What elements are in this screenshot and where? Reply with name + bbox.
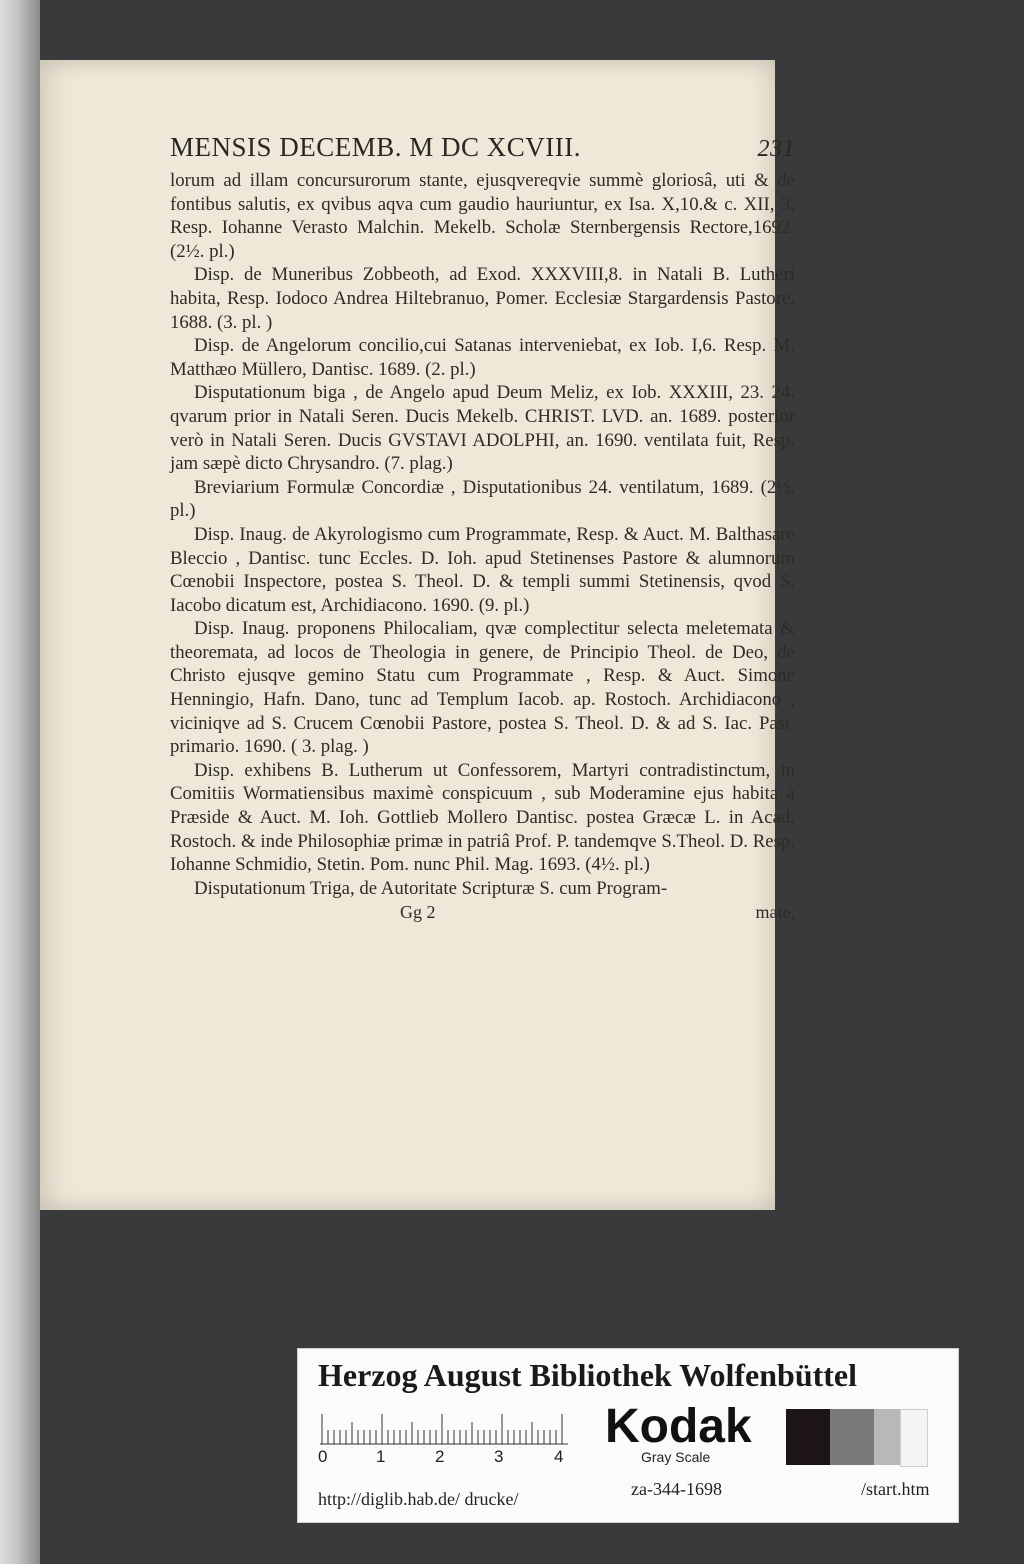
shelfmark-id: za-344-1698 [631, 1479, 722, 1499]
ruler-numbers [318, 1447, 578, 1467]
ruler-number: 4 [554, 1447, 564, 1466]
scan-background-left [0, 0, 40, 1564]
paragraph: Disp. exhibens B. Lutherum ut Confessorem, Martyri contradistinctum, in Comitiis Wormatiensibus maximè conspicuum , sub Moderamine ejus habita à Præside & Auct. M. Ioh. Gottlieb Mollero Dantisc. postea Græcæ L. in Acad. Rostoch. & inde Philosophiæ primæ in patriâ Prof. P. tandemqve S.Theol. D. Resp. Iohanne Schmidio, Stetin. Pom. nunc Phil. Mag. 1693. (4½. pl.) [170, 759, 795, 876]
digital-library-url: http://diglib.hab.de/ drucke/ [318, 1489, 519, 1509]
ruler-number: 1 [376, 1447, 386, 1466]
paragraph: Disp. de Muneribus Zobbeoth, ad Exod. XXXVIII,8. in Natali B. Lutheri habita, Resp. Iodoco Andrea Hiltebranuo, Pomer. Ecclesiæ Stargardensis Pastore. 1688. (3. pl. ) [170, 264, 795, 333]
start-page-link: /start.htm [861, 1479, 930, 1499]
body-text [170, 169, 795, 900]
paragraph: Disp. de Angelorum concilio,cui Satanas interveniebat, ex Iob. I,6. Resp. M. Matthæo Müllero, Dantisc. 1689. (2. pl.) [170, 335, 795, 380]
ruler-number: 2 [435, 1447, 445, 1466]
kodak-logo: Kodak [605, 1400, 752, 1453]
signature-mark: Gg 2 [400, 902, 436, 923]
paragraph: Disp. Inaug. proponens Philocaliam, qvæ complectitur selecta meletemata & theoremata, ad locos de Theologia in genere, de Principio Theol. de Deo, de Christo ejusqve gemino Statu cum Programmate , Resp. & Auct. Simone Henningio, Hafn. Dano, tunc ad Templum Iacob. ap. Rostoch. Archidiacono , viciniqve ad S. Crucem Cœnobii Pastore, postea S. Theol. D. & ad S. Iac. Past. primario. 1690. ( 3. plag. ) [170, 618, 795, 758]
gray-swatch-white [900, 1409, 928, 1467]
catchword: mate, [755, 902, 795, 923]
ruler-number: 3 [494, 1447, 504, 1466]
paragraph: Disputationum Triga, de Autoritate Scripturæ S. cum Program- [194, 877, 668, 899]
gray-swatch-dark [830, 1409, 874, 1465]
page-footer [170, 902, 795, 923]
page-number: 231 [757, 136, 795, 162]
paragraph: Disputationum biga , de Angelo apud Deum Meliz, ex Iob. XXXIII, 23. 24. qvarum prior in Natali Seren. Ducis Mekelb. CHRIST. LVD. an. 1689. posterior verò in Natali Seren. Ducis GVSTAVI ADOLPHI, an. 1690. ventilata fuit, Resp. jam sæpè dicto Chrysandro. (7. plag.) [170, 382, 795, 475]
running-header [170, 132, 795, 163]
paragraph: Disp. Inaug. de Akyrologismo cum Programmate, Resp. & Auct. M. Balthasare Bleccio , Dantisc. tunc Eccles. D. Ioh. apud Stetinenses Pastore & alumnorum Cœnobii Inspectore, postea S. Theol. D. & templi summi Stetinensis, qvod S. Iacobo dicatum est, Archidiacono. 1690. (9. pl.) [170, 523, 795, 616]
library-name: Herzog August Bibliothek Wolfenbüttel [318, 1357, 858, 1393]
paragraph: Breviarium Formulæ Concordiæ , Disputationibus 24. ventilatum, 1689. (2½. pl.) [170, 476, 795, 522]
paragraph: lorum ad illam concursurorum stante, ejusqvereqvie summè gloriosâ, uti & de fontibus salutis, ex qvibus aqva cum gaudio hauriuntur, ex Isa. X,10.& c. XII, 3. Resp. Iohanne Verasto Malchin. Mekelb. Scholæ Sternbergensis Rectore,1692. (2½. pl.) [170, 170, 795, 262]
book-page [40, 60, 795, 1210]
page-content [170, 132, 795, 923]
gray-scale-label: Gray Scale [641, 1449, 711, 1465]
scale-ruler [320, 1409, 568, 1445]
running-title: MENSIS DECEMB. M DC XCVIII. [170, 132, 582, 162]
gray-swatch-black [786, 1409, 830, 1465]
color-target-card [297, 1348, 959, 1523]
ruler-number: 0 [318, 1447, 328, 1466]
